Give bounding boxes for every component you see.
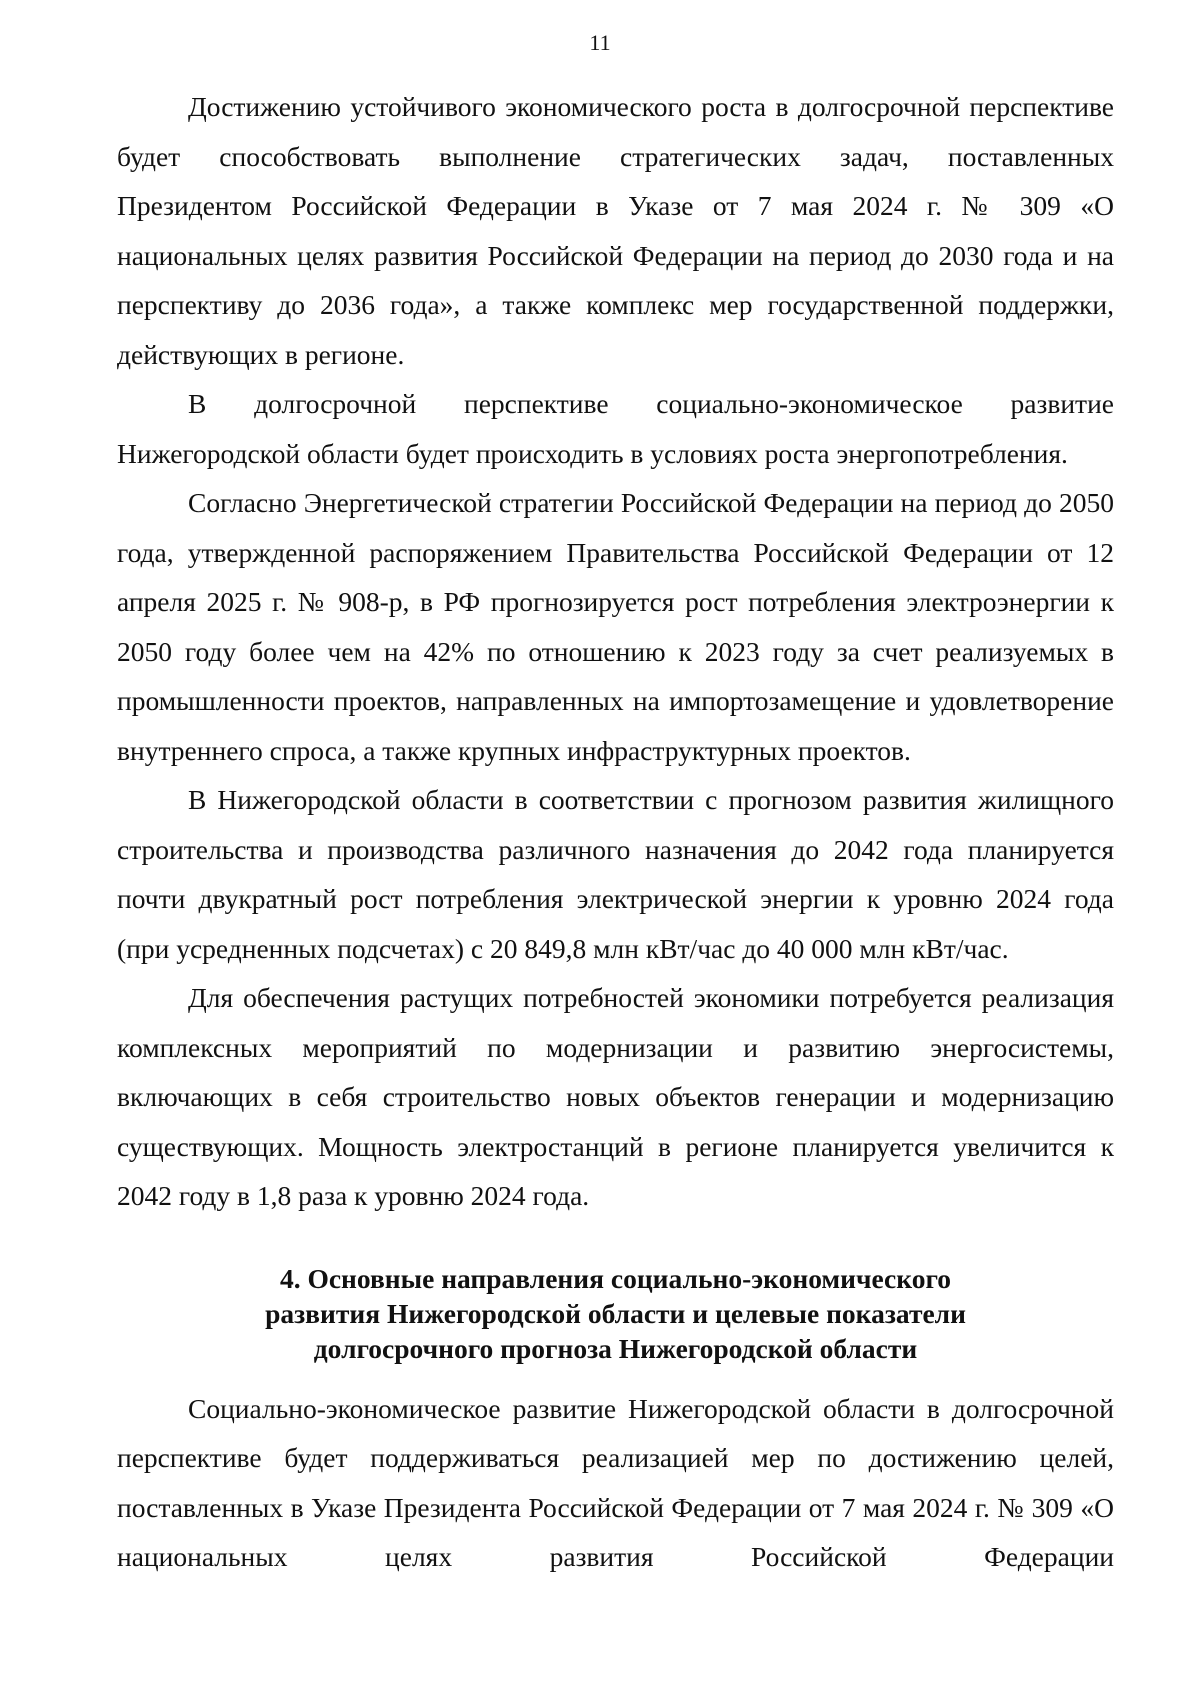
paragraph-energy-consumption-growth: В долгосрочной перспективе социально-экономическое развитие Нижегородской области будет происходить в условиях роста энергопотребления. xyxy=(117,388,1114,469)
paragraph-strategic-goals: Достижению устойчивого экономического роста в долгосрочной перспективе будет способствовать выполнение стратегических задач, поставленных Президентом Российской Федерации в Указе от 7 мая 2024 г. № 309 «О национальных целях развития Российской Федерации на период до 2030 года и на перспективу до 2036 года», а также комплекс мер государственной поддержки, действующих в регионе. xyxy=(117,91,1114,370)
section-heading-line: долгосрочного прогноза Нижегородской области xyxy=(313,1332,918,1364)
paragraph-regional-forecast: В Нижегородской области в соответствии с прогнозом развития жилищного строительства и производства различного назначения до 2042 года планируется почти двукратный рост потребления электрической энергии к уровню 2024 года (при усредненных подсчетах) с 20 849,8 млн кВт/час до 40 000 млн кВт/час. xyxy=(117,784,1114,964)
page-number: 11 xyxy=(589,30,611,55)
section-heading-line: 4. Основные направления социально-экономического xyxy=(279,1262,952,1294)
paragraph-section-intro: Социально-экономическое развитие Нижегородской области в долгосрочной перспективе будет поддерживаться реализацией мер по достижению целей, поставленных в Указе Президента Российской Федерации от 7 мая 2024 г. № 309 «О национальных целях развития Российской Федерации xyxy=(117,1392,1114,1572)
paragraph-energy-system-development: Для обеспечения растущих потребностей экономики потребуется реализация комплексных мероприятий по модернизации и развитию энергосистемы, включающих в себя строительство новых объектов генерации и модернизацию существующих. Мощность электростанций в регионе планируется увеличится к 2042 году в 1,8 раза к уровню 2024 года. xyxy=(117,982,1114,1211)
document-body xyxy=(117,82,1114,1582)
section-heading xyxy=(117,1261,1114,1366)
paragraph-energy-strategy: Согласно Энергетической стратегии Российской Федерации на период до 2050 года, утвержденной распоряжением Правительства Российской Федерации от 12 апреля 2025 г. № 908-р, в РФ прогнозируется рост потребления электроэнергии к 2050 году более чем на 42% по отношению к 2023 году за счет реализуемых в промышленности проектов, направленных на импортозамещение и удовлетворение внутреннего спроса, а также крупных инфраструктурных проектов. xyxy=(117,487,1114,766)
section-heading-line: развития Нижегородской области и целевые показатели xyxy=(265,1297,966,1329)
